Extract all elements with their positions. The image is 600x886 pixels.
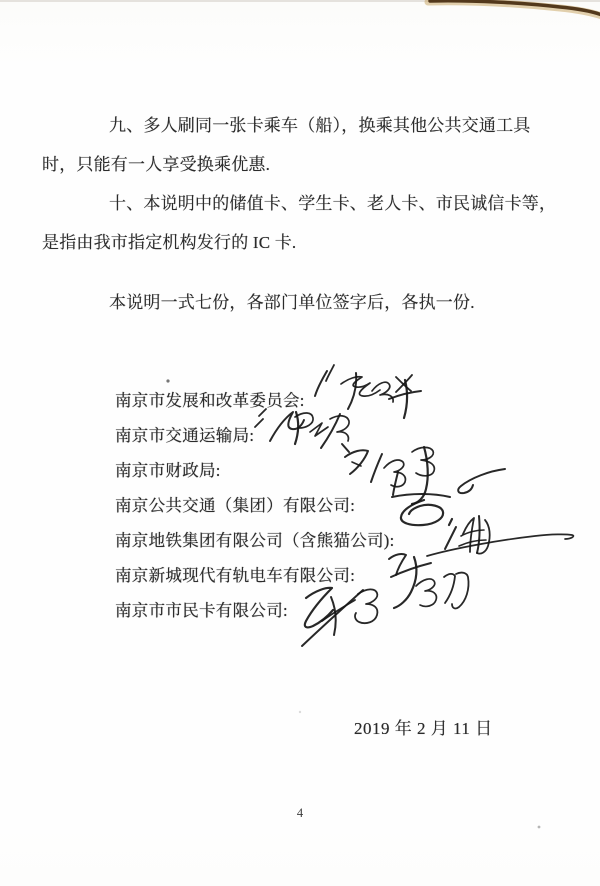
signatory-yougui: 南京新城现代有轨电车有限公司: bbox=[115, 566, 356, 585]
signatory-jiaotongju: 南京市交通运输局: bbox=[115, 426, 255, 445]
signatory-caizhengju: 南京市财政局: bbox=[115, 461, 221, 480]
scan-edge-artifact bbox=[430, 1, 600, 15]
signature-gongjiao bbox=[458, 469, 505, 493]
page-number: 4 bbox=[296, 806, 304, 820]
signature-yougui bbox=[394, 557, 416, 608]
signature-ditie bbox=[427, 534, 573, 556]
signatory-ditie: 南京地铁集团有限公司（含熊猫公司): bbox=[115, 531, 395, 550]
signature-ditie bbox=[445, 527, 456, 549]
signature-ditie bbox=[449, 519, 452, 525]
signature-yougui bbox=[391, 563, 431, 577]
signatory-gongjiao: 南京公共交通（集团）有限公司: bbox=[115, 496, 356, 515]
signatory-fagaiwei: 南京市发展和改革委员会: bbox=[115, 391, 305, 410]
scan-speck bbox=[538, 826, 541, 829]
clauses-block bbox=[42, 106, 557, 262]
closing-sentence: 本说明一式七份，各部门单位签字后，各执一份. bbox=[109, 293, 475, 312]
signature-gongjiao bbox=[401, 500, 443, 525]
clause-line: 是指由我市指定机构发行的 IC 卡. bbox=[42, 233, 297, 252]
signature-ditie bbox=[459, 540, 486, 546]
signature-yougui bbox=[452, 573, 469, 609]
clause-line: 九、多人刷同一张卡乘车（船），换乘其他公共交通工具 bbox=[109, 116, 531, 135]
signature-caizhengju bbox=[412, 447, 428, 504]
document-date: 2019 年 2 月 11 日 bbox=[354, 719, 493, 738]
clause-ten bbox=[42, 184, 557, 262]
clause-line: 时，只能有一人享受换乘优惠. bbox=[42, 155, 271, 174]
signature-ditie bbox=[461, 530, 484, 536]
clause-nine bbox=[42, 106, 542, 184]
signature-yougui bbox=[416, 579, 436, 606]
scan-speck-2 bbox=[299, 711, 301, 713]
signature-fagaiwei bbox=[396, 375, 412, 392]
signature-fagaiwei bbox=[326, 365, 334, 381]
signature-ditie bbox=[463, 518, 474, 552]
signature-fagaiwei bbox=[396, 377, 411, 391]
signatory-shiminka: 南京市市民卡有限公司: bbox=[115, 601, 288, 620]
clause-line: 十、本说明中的储值卡、学生卡、老人卡、市民诚信卡等， bbox=[109, 194, 557, 213]
signature-fagaiwei bbox=[404, 380, 407, 418]
signature-gongjiao bbox=[392, 494, 450, 497]
signature-yougui bbox=[444, 574, 455, 603]
signature-ditie bbox=[477, 520, 490, 554]
signature-caizhengju bbox=[412, 447, 434, 475]
signature-ditie bbox=[477, 516, 480, 553]
signatory-list bbox=[115, 383, 394, 628]
scan-edge-artifact-glow bbox=[428, 2, 600, 16]
